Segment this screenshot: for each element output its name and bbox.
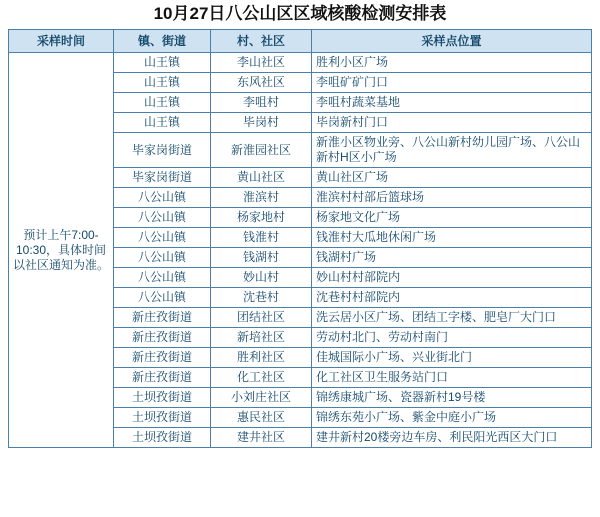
location-cell: 洗云居小区广场、团结工字楼、肥皂厂大门口 (312, 308, 592, 328)
village-cell: 沈巷村 (211, 288, 312, 308)
town-cell: 土坝孜街道 (114, 408, 211, 428)
town-cell: 新庄孜街道 (114, 348, 211, 368)
location-cell: 劳动村北门、劳动村南门 (312, 328, 592, 348)
village-cell: 杨家地村 (211, 208, 312, 228)
village-cell: 惠民社区 (211, 408, 312, 428)
location-cell: 胜利小区广场 (312, 53, 592, 73)
sampling-time-cell: 预计上午7:00-10:30，具体时间以社区通知为准。 (9, 53, 114, 448)
location-cell: 黄山社区广场 (312, 168, 592, 188)
village-cell: 毕岗村 (211, 113, 312, 133)
location-cell: 杨家地文化广场 (312, 208, 592, 228)
town-cell: 新庄孜街道 (114, 368, 211, 388)
town-cell: 新庄孜街道 (114, 308, 211, 328)
location-cell: 淮滨村村部后篮球场 (312, 188, 592, 208)
location-cell: 毕岗新村门口 (312, 113, 592, 133)
column-header-time: 采样时间 (9, 30, 114, 53)
table-body (9, 53, 592, 448)
location-cell: 锦绣东苑小广场、紫金中庭小广场 (312, 408, 592, 428)
village-cell: 李山社区 (211, 53, 312, 73)
location-cell: 沈巷村村部院内 (312, 288, 592, 308)
town-cell: 八公山镇 (114, 268, 211, 288)
village-cell: 建井社区 (211, 428, 312, 448)
location-cell: 新淮小区物业旁、八公山新村幼儿园广场、八公山新村H区小广场 (312, 133, 592, 168)
village-cell: 东风社区 (211, 73, 312, 93)
village-cell: 妙山村 (211, 268, 312, 288)
town-cell: 毕家岗街道 (114, 168, 211, 188)
location-cell: 钱淮村大瓜地休闲广场 (312, 228, 592, 248)
village-cell: 胜利社区 (211, 348, 312, 368)
table-header-row (9, 30, 592, 53)
village-cell: 淮滨村 (211, 188, 312, 208)
village-cell: 黄山社区 (211, 168, 312, 188)
village-cell: 钱淮村 (211, 228, 312, 248)
location-cell: 钱湖村广场 (312, 248, 592, 268)
village-cell: 化工社区 (211, 368, 312, 388)
page-title: 10月27日八公山区区域核酸检测安排表 (153, 4, 447, 23)
location-cell: 化工社区卫生服务站门口 (312, 368, 592, 388)
town-cell: 八公山镇 (114, 248, 211, 268)
location-cell: 妙山村村部院内 (312, 268, 592, 288)
location-cell: 李咀村蔬菜基地 (312, 93, 592, 113)
village-cell: 团结社区 (211, 308, 312, 328)
town-cell: 八公山镇 (114, 288, 211, 308)
location-cell: 佳城国际小广场、兴业街北门 (312, 348, 592, 368)
location-cell: 建井新村20楼旁边车房、利民阳光西区大门口 (312, 428, 592, 448)
location-cell: 锦绣康城广场、瓷器新村19号楼 (312, 388, 592, 408)
village-cell: 新培社区 (211, 328, 312, 348)
village-cell: 新淮园社区 (211, 133, 312, 168)
town-cell: 山王镇 (114, 113, 211, 133)
location-cell: 李咀矿矿门口 (312, 73, 592, 93)
village-cell: 李咀村 (211, 93, 312, 113)
village-cell: 钱湖村 (211, 248, 312, 268)
schedule-table (8, 29, 592, 448)
town-cell: 山王镇 (114, 73, 211, 93)
town-cell: 八公山镇 (114, 188, 211, 208)
town-cell: 八公山镇 (114, 228, 211, 248)
town-cell: 毕家岗街道 (114, 133, 211, 168)
town-cell: 土坝孜街道 (114, 428, 211, 448)
town-cell: 新庄孜街道 (114, 328, 211, 348)
town-cell: 山王镇 (114, 53, 211, 73)
table-header (9, 30, 592, 53)
column-header-town: 镇、街道 (114, 30, 211, 53)
column-header-village: 村、社区 (211, 30, 312, 53)
town-cell: 土坝孜街道 (114, 388, 211, 408)
town-cell: 山王镇 (114, 93, 211, 113)
table-row (9, 53, 592, 73)
town-cell: 八公山镇 (114, 208, 211, 228)
village-cell: 小刘庄社区 (211, 388, 312, 408)
column-header-location: 采样点位置 (312, 30, 592, 53)
